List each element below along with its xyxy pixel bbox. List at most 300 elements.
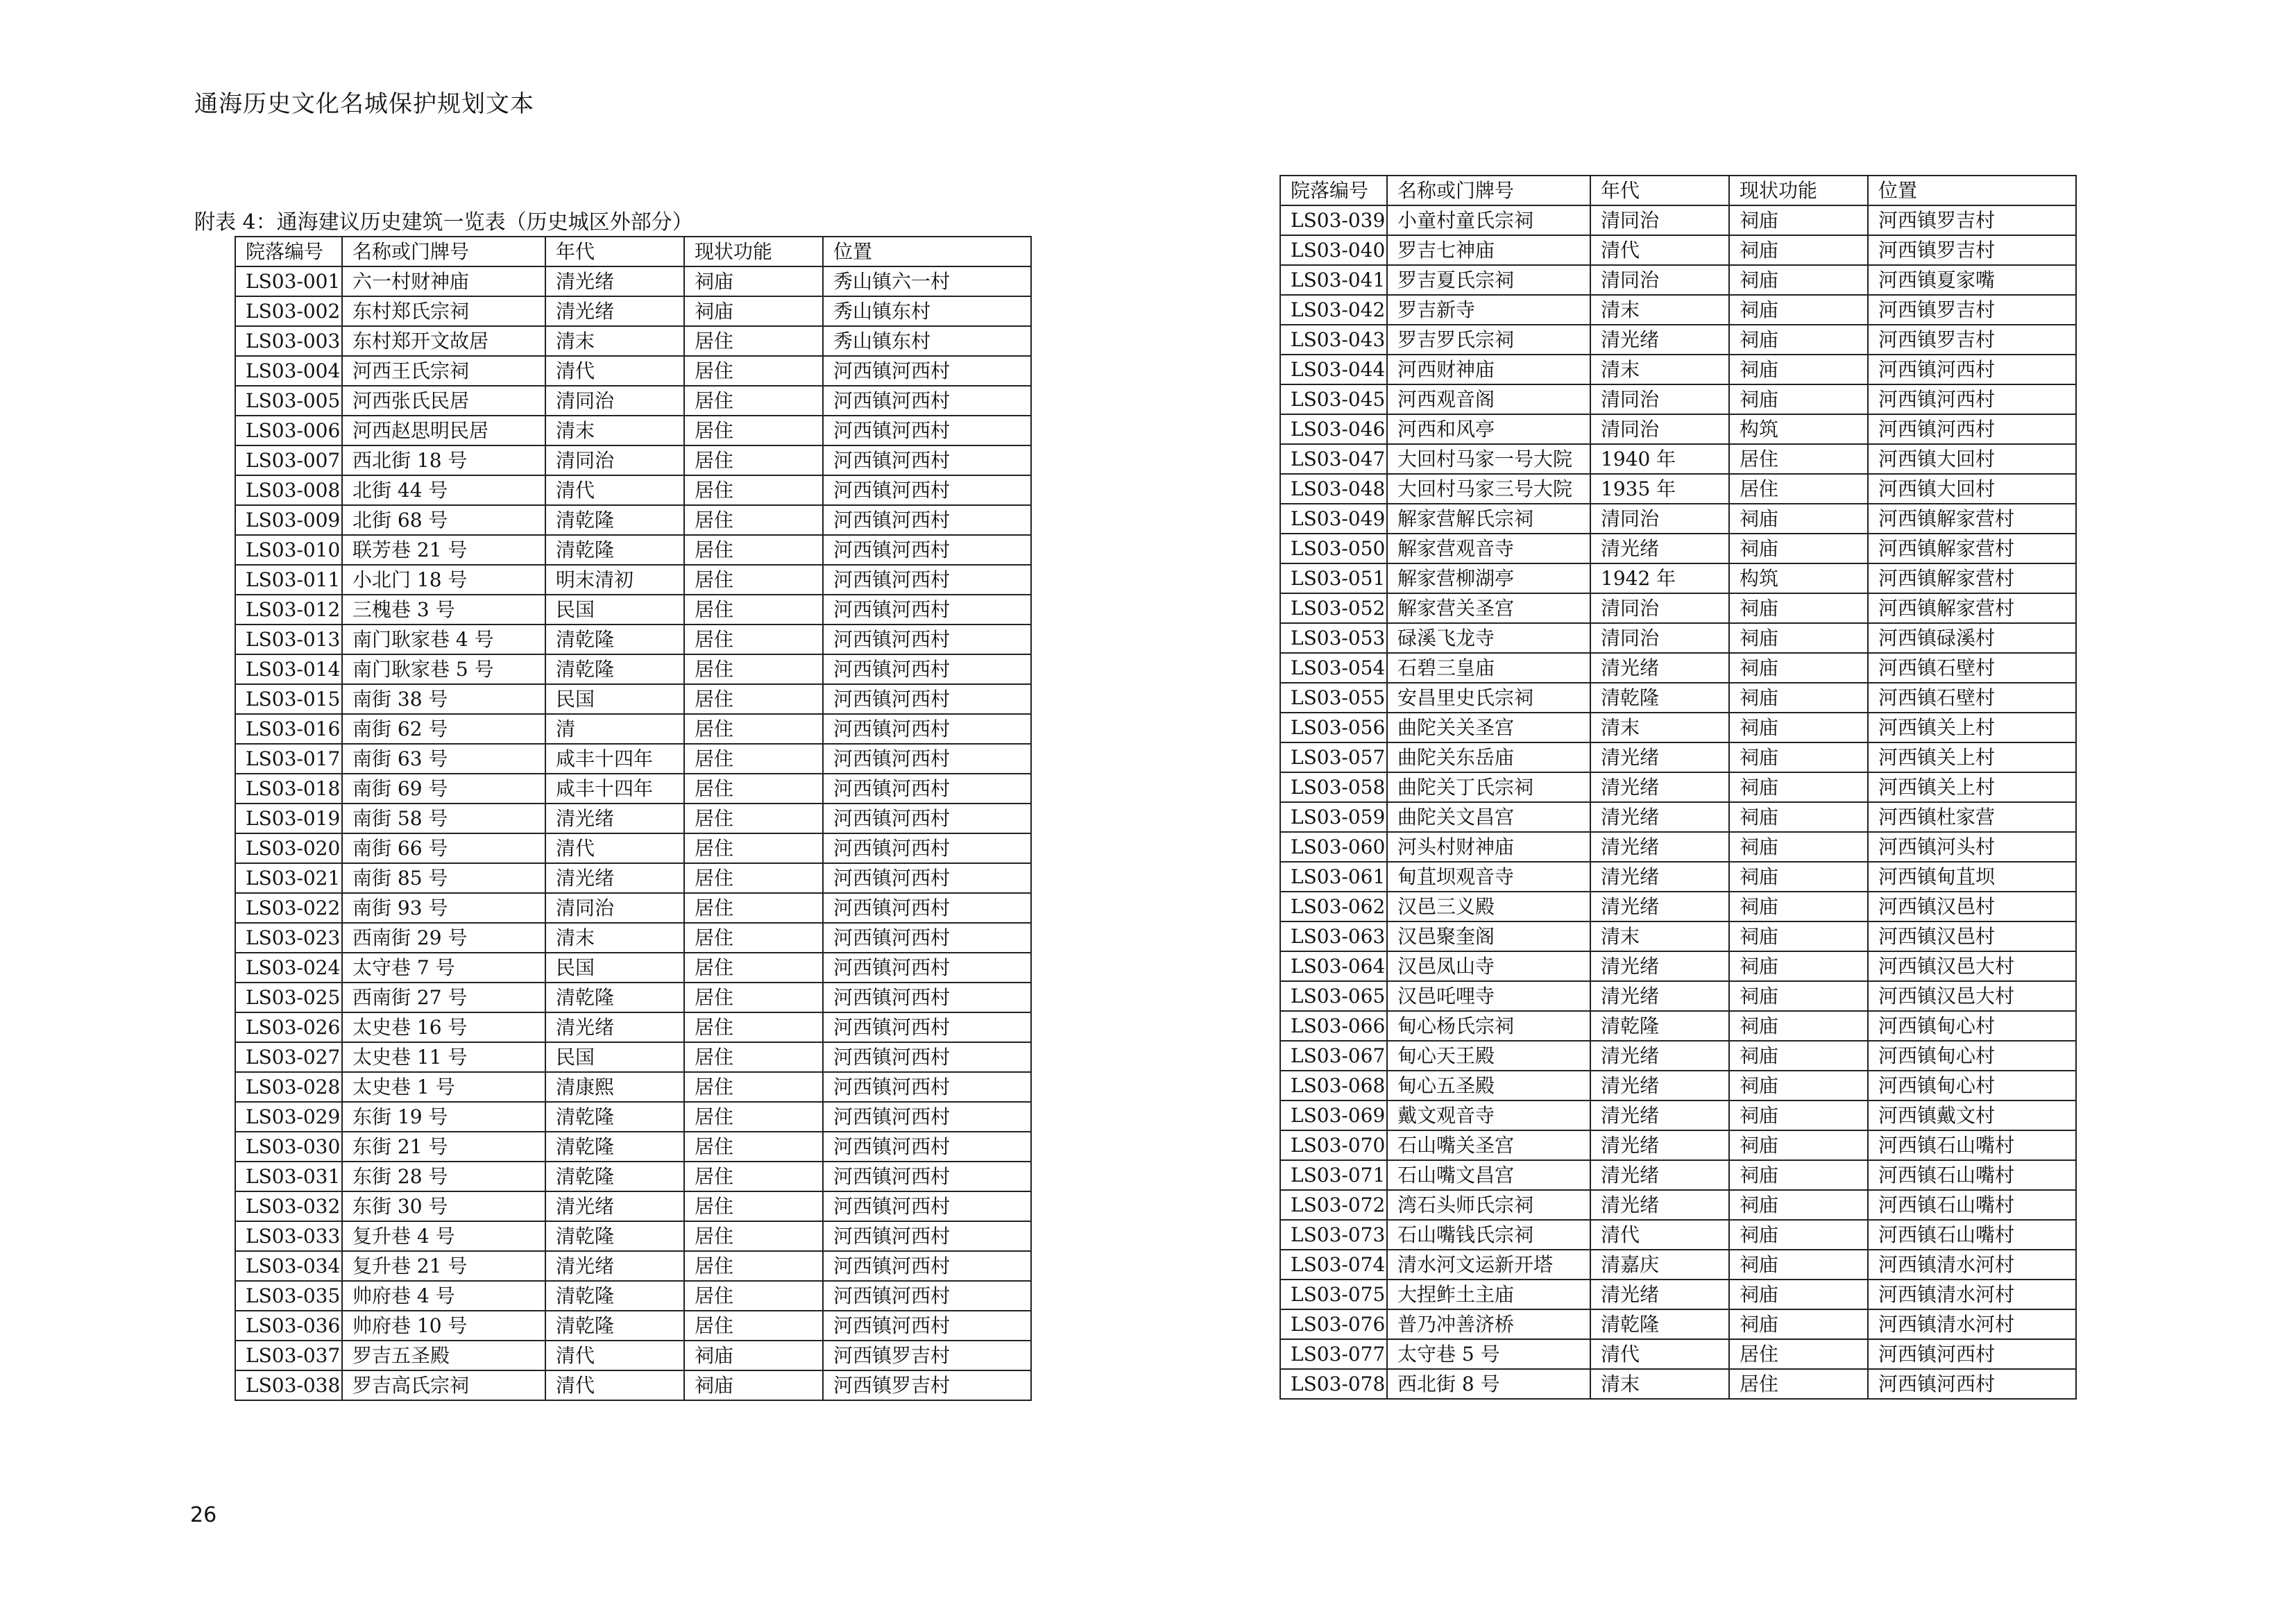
location-cell: 河西镇河西村 <box>823 654 1031 684</box>
name-cell: 东村郑开文故居 <box>342 326 545 356</box>
era-cell: 清光绪 <box>1590 1280 1729 1309</box>
name-cell: 河西和风亭 <box>1387 414 1590 444</box>
record-id-cell: LS03-024 <box>235 953 342 983</box>
table-row <box>235 624 1031 654</box>
name-cell: 解家营观音寺 <box>1387 534 1590 563</box>
name-cell: 罗吉新寺 <box>1387 295 1590 325</box>
record-id-cell: LS03-008 <box>235 475 342 505</box>
record-id-cell: LS03-070 <box>1280 1130 1387 1160</box>
function-cell: 居住 <box>684 1281 823 1311</box>
table-row <box>1280 623 2076 653</box>
era-cell: 清乾隆 <box>545 624 684 654</box>
table-row <box>1280 951 2076 981</box>
table-row <box>235 714 1031 744</box>
name-cell: 南街 93 号 <box>342 893 545 923</box>
location-cell: 河西镇河西村 <box>823 774 1031 804</box>
name-cell: 大捏鲊土主庙 <box>1387 1280 1590 1309</box>
function-cell: 居住 <box>684 804 823 833</box>
record-id-cell: LS03-035 <box>235 1281 342 1311</box>
era-cell: 清光绪 <box>1590 1190 1729 1220</box>
name-cell: 北街 68 号 <box>342 505 545 535</box>
location-cell: 河西镇罗吉村 <box>1868 325 2076 355</box>
location-cell: 河西镇汉邑大村 <box>1868 951 2076 981</box>
table-row <box>235 1251 1031 1281</box>
era-cell: 民国 <box>545 684 684 714</box>
era-cell: 民国 <box>545 1042 684 1072</box>
record-id-cell: LS03-005 <box>235 386 342 416</box>
era-cell: 清同治 <box>1590 265 1729 295</box>
location-cell: 河西镇甸心村 <box>1868 1011 2076 1041</box>
function-cell: 祠庙 <box>684 1341 823 1370</box>
table-row <box>235 386 1031 416</box>
function-cell: 祠庙 <box>1729 325 1868 355</box>
name-cell: 太守巷 7 号 <box>342 953 545 983</box>
era-cell: 清末 <box>1590 1369 1729 1399</box>
table-row <box>235 893 1031 923</box>
record-id-cell: LS03-006 <box>235 416 342 445</box>
location-cell: 河西镇河西村 <box>823 1042 1031 1072</box>
record-id-cell: LS03-034 <box>235 1251 342 1281</box>
location-cell: 河西镇河西村 <box>1868 355 2076 384</box>
function-cell: 祠庙 <box>1729 951 1868 981</box>
function-cell: 居住 <box>684 983 823 1012</box>
name-cell: 帅府巷 10 号 <box>342 1311 545 1341</box>
location-cell: 河西镇河西村 <box>823 1281 1031 1311</box>
function-cell: 居住 <box>684 1191 823 1221</box>
name-cell: 南街 62 号 <box>342 714 545 744</box>
era-cell: 清同治 <box>1590 504 1729 534</box>
era-cell: 清光绪 <box>1590 772 1729 802</box>
table-row <box>235 326 1031 356</box>
function-cell: 居住 <box>684 714 823 744</box>
location-cell: 河西镇河西村 <box>823 714 1031 744</box>
name-cell: 石碧三皇庙 <box>1387 653 1590 683</box>
record-id-cell: LS03-063 <box>1280 921 1387 951</box>
table-row <box>1280 205 2076 235</box>
function-cell: 祠庙 <box>684 296 823 326</box>
function-cell: 构筑 <box>1729 563 1868 593</box>
table-row <box>1280 1011 2076 1041</box>
function-cell: 居住 <box>684 505 823 535</box>
era-cell: 咸丰十四年 <box>545 774 684 804</box>
era-cell: 清乾隆 <box>545 1132 684 1162</box>
record-id-cell: LS03-043 <box>1280 325 1387 355</box>
era-cell: 清同治 <box>545 445 684 475</box>
location-cell: 河西镇河西村 <box>823 983 1031 1012</box>
table-row <box>235 505 1031 535</box>
era-cell: 清光绪 <box>1590 534 1729 563</box>
function-cell: 居住 <box>684 1012 823 1042</box>
table-row <box>235 1341 1031 1370</box>
name-cell: 太史巷 16 号 <box>342 1012 545 1042</box>
function-cell: 祠庙 <box>1729 683 1868 713</box>
table-row <box>235 1191 1031 1221</box>
heritage-table-right <box>1279 175 2077 1400</box>
era-cell: 清光绪 <box>1590 981 1729 1011</box>
record-id-cell: LS03-060 <box>1280 832 1387 862</box>
table-row <box>1280 683 2076 713</box>
record-id-cell: LS03-027 <box>235 1042 342 1072</box>
name-cell: 甸苴坝观音寺 <box>1387 862 1590 892</box>
function-cell: 祠庙 <box>1729 802 1868 832</box>
name-cell: 甸心杨氏宗祠 <box>1387 1011 1590 1041</box>
function-cell: 居住 <box>684 953 823 983</box>
name-cell: 小童村童氏宗祠 <box>1387 205 1590 235</box>
function-cell: 祠庙 <box>1729 1041 1868 1071</box>
location-cell: 河西镇罗吉村 <box>1868 205 2076 235</box>
location-cell: 河西镇河西村 <box>823 1311 1031 1341</box>
location-cell: 河西镇解家营村 <box>1868 593 2076 623</box>
table-row <box>235 1370 1031 1400</box>
record-id-cell: LS03-050 <box>1280 534 1387 563</box>
record-id-cell: LS03-031 <box>235 1162 342 1191</box>
table-row <box>1280 265 2076 295</box>
function-cell: 居住 <box>684 416 823 445</box>
table-row <box>1280 1220 2076 1250</box>
table-row <box>235 1311 1031 1341</box>
function-cell: 祠庙 <box>1729 713 1868 742</box>
name-cell: 石山嘴文昌宫 <box>1387 1160 1590 1190</box>
table-row <box>235 1042 1031 1072</box>
table-row <box>1280 1041 2076 1071</box>
name-cell: 南街 85 号 <box>342 863 545 893</box>
location-cell: 河西镇石山嘴村 <box>1868 1160 2076 1190</box>
location-cell: 河西镇河西村 <box>823 893 1031 923</box>
table-row <box>235 1102 1031 1132</box>
function-cell: 祠庙 <box>1729 981 1868 1011</box>
function-cell: 祠庙 <box>1729 653 1868 683</box>
record-id-cell: LS03-019 <box>235 804 342 833</box>
column-header: 现状功能 <box>1729 176 1868 205</box>
record-id-cell: LS03-016 <box>235 714 342 744</box>
era-cell: 1935 年 <box>1590 474 1729 504</box>
column-header: 位置 <box>1868 176 2076 205</box>
record-id-cell: LS03-077 <box>1280 1339 1387 1369</box>
record-id-cell: LS03-051 <box>1280 563 1387 593</box>
location-cell: 河西镇河西村 <box>1868 1339 2076 1369</box>
record-id-cell: LS03-049 <box>1280 504 1387 534</box>
table-row <box>1280 1250 2076 1280</box>
record-id-cell: LS03-010 <box>235 535 342 565</box>
name-cell: 解家营柳湖亭 <box>1387 563 1590 593</box>
table-row <box>235 744 1031 774</box>
name-cell: 甸心五圣殿 <box>1387 1071 1590 1101</box>
location-cell: 河西镇河西村 <box>823 1132 1031 1162</box>
record-id-cell: LS03-039 <box>1280 205 1387 235</box>
function-cell: 祠庙 <box>1729 1101 1868 1130</box>
function-cell: 祠庙 <box>1729 205 1868 235</box>
table-row <box>235 983 1031 1012</box>
table-row <box>1280 772 2076 802</box>
location-cell: 河西镇清水河村 <box>1868 1250 2076 1280</box>
table-row <box>235 863 1031 893</box>
era-cell: 民国 <box>545 595 684 624</box>
record-id-cell: LS03-057 <box>1280 742 1387 772</box>
name-cell: 太守巷 5 号 <box>1387 1339 1590 1369</box>
function-cell: 居住 <box>684 863 823 893</box>
era-cell: 清同治 <box>1590 623 1729 653</box>
record-id-cell: LS03-065 <box>1280 981 1387 1011</box>
era-cell: 清同治 <box>1590 414 1729 444</box>
function-cell: 居住 <box>684 565 823 595</box>
name-cell: 六一村财神庙 <box>342 266 545 296</box>
era-cell: 清代 <box>1590 235 1729 265</box>
record-id-cell: LS03-053 <box>1280 623 1387 653</box>
location-cell: 河西镇汉邑村 <box>1868 921 2076 951</box>
table-row <box>1280 534 2076 563</box>
function-cell: 祠庙 <box>1729 921 1868 951</box>
name-cell: 河西赵思明民居 <box>342 416 545 445</box>
era-cell: 清光绪 <box>545 1012 684 1042</box>
table-row <box>1280 802 2076 832</box>
record-id-cell: LS03-021 <box>235 863 342 893</box>
name-cell: 东街 30 号 <box>342 1191 545 1221</box>
function-cell: 居住 <box>684 1132 823 1162</box>
function-cell: 祠庙 <box>1729 1190 1868 1220</box>
record-id-cell: LS03-044 <box>1280 355 1387 384</box>
table-row <box>1280 713 2076 742</box>
function-cell: 居住 <box>684 326 823 356</box>
era-cell: 清光绪 <box>1590 832 1729 862</box>
location-cell: 河西镇河西村 <box>823 1102 1031 1132</box>
name-cell: 曲陀关东岳庙 <box>1387 742 1590 772</box>
function-cell: 居住 <box>684 774 823 804</box>
table-row <box>1280 474 2076 504</box>
column-header: 年代 <box>545 237 684 266</box>
name-cell: 石山嘴钱氏宗祠 <box>1387 1220 1590 1250</box>
table-row <box>235 774 1031 804</box>
era-cell: 清光绪 <box>1590 653 1729 683</box>
name-cell: 碌溪飞龙寺 <box>1387 623 1590 653</box>
location-cell: 河西镇罗吉村 <box>823 1341 1031 1370</box>
location-cell: 河西镇河西村 <box>823 953 1031 983</box>
function-cell: 祠庙 <box>1729 534 1868 563</box>
function-cell: 祠庙 <box>1729 862 1868 892</box>
era-cell: 清光绪 <box>1590 1041 1729 1071</box>
name-cell: 河西王氏宗祠 <box>342 356 545 386</box>
era-cell: 清代 <box>1590 1339 1729 1369</box>
name-cell: 普乃冲善济桥 <box>1387 1309 1590 1339</box>
table-row <box>235 833 1031 863</box>
name-cell: 甸心天王殿 <box>1387 1041 1590 1071</box>
era-cell: 清同治 <box>1590 205 1729 235</box>
era-cell: 清末 <box>545 923 684 953</box>
record-id-cell: LS03-037 <box>235 1341 342 1370</box>
name-cell: 复升巷 21 号 <box>342 1251 545 1281</box>
function-cell: 居住 <box>684 1251 823 1281</box>
record-id-cell: LS03-071 <box>1280 1160 1387 1190</box>
name-cell: 南街 66 号 <box>342 833 545 863</box>
heritage-table-left <box>235 236 1032 1401</box>
function-cell: 祠庙 <box>1729 265 1868 295</box>
record-id-cell: LS03-040 <box>1280 235 1387 265</box>
location-cell: 河西镇河西村 <box>823 744 1031 774</box>
location-cell: 河西镇大回村 <box>1868 474 2076 504</box>
record-id-cell: LS03-003 <box>235 326 342 356</box>
function-cell: 居住 <box>684 595 823 624</box>
name-cell: 罗吉高氏宗祠 <box>342 1370 545 1400</box>
era-cell: 清末 <box>1590 295 1729 325</box>
table-row <box>1280 414 2076 444</box>
record-id-cell: LS03-009 <box>235 505 342 535</box>
name-cell: 河头村财神庙 <box>1387 832 1590 862</box>
table-row <box>235 1162 1031 1191</box>
name-cell: 汉邑三义殿 <box>1387 892 1590 921</box>
table-row <box>1280 832 2076 862</box>
era-cell: 清光绪 <box>545 804 684 833</box>
table-row <box>1280 355 2076 384</box>
table-row <box>1280 563 2076 593</box>
table-row <box>235 654 1031 684</box>
record-id-cell: LS03-004 <box>235 356 342 386</box>
record-id-cell: LS03-045 <box>1280 384 1387 414</box>
era-cell: 清光绪 <box>545 296 684 326</box>
name-cell: 石山嘴关圣宫 <box>1387 1130 1590 1160</box>
era-cell: 清乾隆 <box>545 1281 684 1311</box>
record-id-cell: LS03-011 <box>235 565 342 595</box>
name-cell: 曲陀关关圣宫 <box>1387 713 1590 742</box>
era-cell: 清末 <box>1590 921 1729 951</box>
name-cell: 清水河文运新开塔 <box>1387 1250 1590 1280</box>
function-cell: 居住 <box>684 744 823 774</box>
location-cell: 河西镇夏家嘴 <box>1868 265 2076 295</box>
location-cell: 河西镇河西村 <box>823 505 1031 535</box>
record-id-cell: LS03-017 <box>235 744 342 774</box>
record-id-cell: LS03-055 <box>1280 683 1387 713</box>
name-cell: 北街 44 号 <box>342 475 545 505</box>
function-cell: 祠庙 <box>1729 832 1868 862</box>
table-row <box>235 565 1031 595</box>
name-cell: 南街 38 号 <box>342 684 545 714</box>
table-row <box>235 804 1031 833</box>
location-cell: 河西镇河西村 <box>823 624 1031 654</box>
record-id-cell: LS03-066 <box>1280 1011 1387 1041</box>
era-cell: 清代 <box>1590 1220 1729 1250</box>
name-cell: 河西观音阁 <box>1387 384 1590 414</box>
function-cell: 祠庙 <box>684 266 823 296</box>
era-cell: 清光绪 <box>1590 862 1729 892</box>
table-row <box>1280 1071 2076 1101</box>
table-row <box>1280 892 2076 921</box>
era-cell: 清代 <box>545 1341 684 1370</box>
location-cell: 河西镇甸心村 <box>1868 1041 2076 1071</box>
page-number: 26 <box>190 1503 217 1527</box>
era-cell: 清光绪 <box>1590 325 1729 355</box>
name-cell: 河西财神庙 <box>1387 355 1590 384</box>
function-cell: 祠庙 <box>1729 1220 1868 1250</box>
name-cell: 大回村马家三号大院 <box>1387 474 1590 504</box>
name-cell: 小北门 18 号 <box>342 565 545 595</box>
location-cell: 河西镇河西村 <box>823 565 1031 595</box>
era-cell: 清光绪 <box>545 1251 684 1281</box>
era-cell: 清代 <box>545 475 684 505</box>
column-header: 名称或门牌号 <box>342 237 545 266</box>
table-row <box>235 416 1031 445</box>
table-row <box>235 1072 1031 1102</box>
name-cell: 东街 21 号 <box>342 1132 545 1162</box>
name-cell: 南街 58 号 <box>342 804 545 833</box>
location-cell: 河西镇解家营村 <box>1868 563 2076 593</box>
function-cell: 居住 <box>684 1042 823 1072</box>
era-cell: 清末 <box>545 416 684 445</box>
name-cell: 南门耿家巷 5 号 <box>342 654 545 684</box>
record-id-cell: LS03-058 <box>1280 772 1387 802</box>
record-id-cell: LS03-073 <box>1280 1220 1387 1250</box>
table-row <box>1280 1130 2076 1160</box>
record-id-cell: LS03-038 <box>235 1370 342 1400</box>
function-cell: 祠庙 <box>1729 1160 1868 1190</box>
table-caption: 附表 4：通海建议历史建筑一览表（历史城区外部分） <box>194 210 693 235</box>
function-cell: 居住 <box>684 893 823 923</box>
function-cell: 祠庙 <box>1729 1071 1868 1101</box>
function-cell: 居住 <box>684 833 823 863</box>
function-cell: 祠庙 <box>1729 892 1868 921</box>
era-cell: 清光绪 <box>1590 1130 1729 1160</box>
name-cell: 南街 69 号 <box>342 774 545 804</box>
table-row <box>1280 444 2076 474</box>
table-row <box>1280 1160 2076 1190</box>
record-id-cell: LS03-054 <box>1280 653 1387 683</box>
table-header-row <box>235 237 1031 266</box>
location-cell: 河西镇石山嘴村 <box>1868 1220 2076 1250</box>
era-cell: 清末 <box>1590 355 1729 384</box>
name-cell: 戴文观音寺 <box>1387 1101 1590 1130</box>
era-cell: 清乾隆 <box>545 1311 684 1341</box>
record-id-cell: LS03-048 <box>1280 474 1387 504</box>
record-id-cell: LS03-062 <box>1280 892 1387 921</box>
location-cell: 河西镇石壁村 <box>1868 683 2076 713</box>
era-cell: 清同治 <box>545 386 684 416</box>
record-id-cell: LS03-001 <box>235 266 342 296</box>
record-id-cell: LS03-061 <box>1280 862 1387 892</box>
era-cell: 清乾隆 <box>545 1162 684 1191</box>
record-id-cell: LS03-013 <box>235 624 342 654</box>
era-cell: 清光绪 <box>1590 951 1729 981</box>
location-cell: 河西镇大回村 <box>1868 444 2076 474</box>
function-cell: 居住 <box>684 1072 823 1102</box>
record-id-cell: LS03-075 <box>1280 1280 1387 1309</box>
function-cell: 祠庙 <box>1729 1011 1868 1041</box>
name-cell: 汉邑凤山寺 <box>1387 951 1590 981</box>
column-header: 名称或门牌号 <box>1387 176 1590 205</box>
name-cell: 帅府巷 4 号 <box>342 1281 545 1311</box>
era-cell: 清同治 <box>545 893 684 923</box>
era-cell: 清乾隆 <box>545 535 684 565</box>
function-cell: 祠庙 <box>1729 593 1868 623</box>
function-cell: 居住 <box>684 1221 823 1251</box>
era-cell: 清光绪 <box>1590 1160 1729 1190</box>
table-row <box>1280 1369 2076 1399</box>
function-cell: 祠庙 <box>1729 355 1868 384</box>
table-row <box>235 356 1031 386</box>
name-cell: 南街 63 号 <box>342 744 545 774</box>
record-id-cell: LS03-025 <box>235 983 342 1012</box>
name-cell: 汉邑吒哩寺 <box>1387 981 1590 1011</box>
era-cell: 清 <box>545 714 684 744</box>
table-row <box>235 684 1031 714</box>
era-cell: 清光绪 <box>1590 892 1729 921</box>
name-cell: 联芳巷 21 号 <box>342 535 545 565</box>
record-id-cell: LS03-072 <box>1280 1190 1387 1220</box>
name-cell: 西南街 27 号 <box>342 983 545 1012</box>
name-cell: 大回村马家一号大院 <box>1387 444 1590 474</box>
table-row <box>235 535 1031 565</box>
location-cell: 河西镇河西村 <box>823 1012 1031 1042</box>
table-row <box>1280 981 2076 1011</box>
location-cell: 河西镇河西村 <box>823 1162 1031 1191</box>
location-cell: 秀山镇东村 <box>823 326 1031 356</box>
table-row <box>235 296 1031 326</box>
